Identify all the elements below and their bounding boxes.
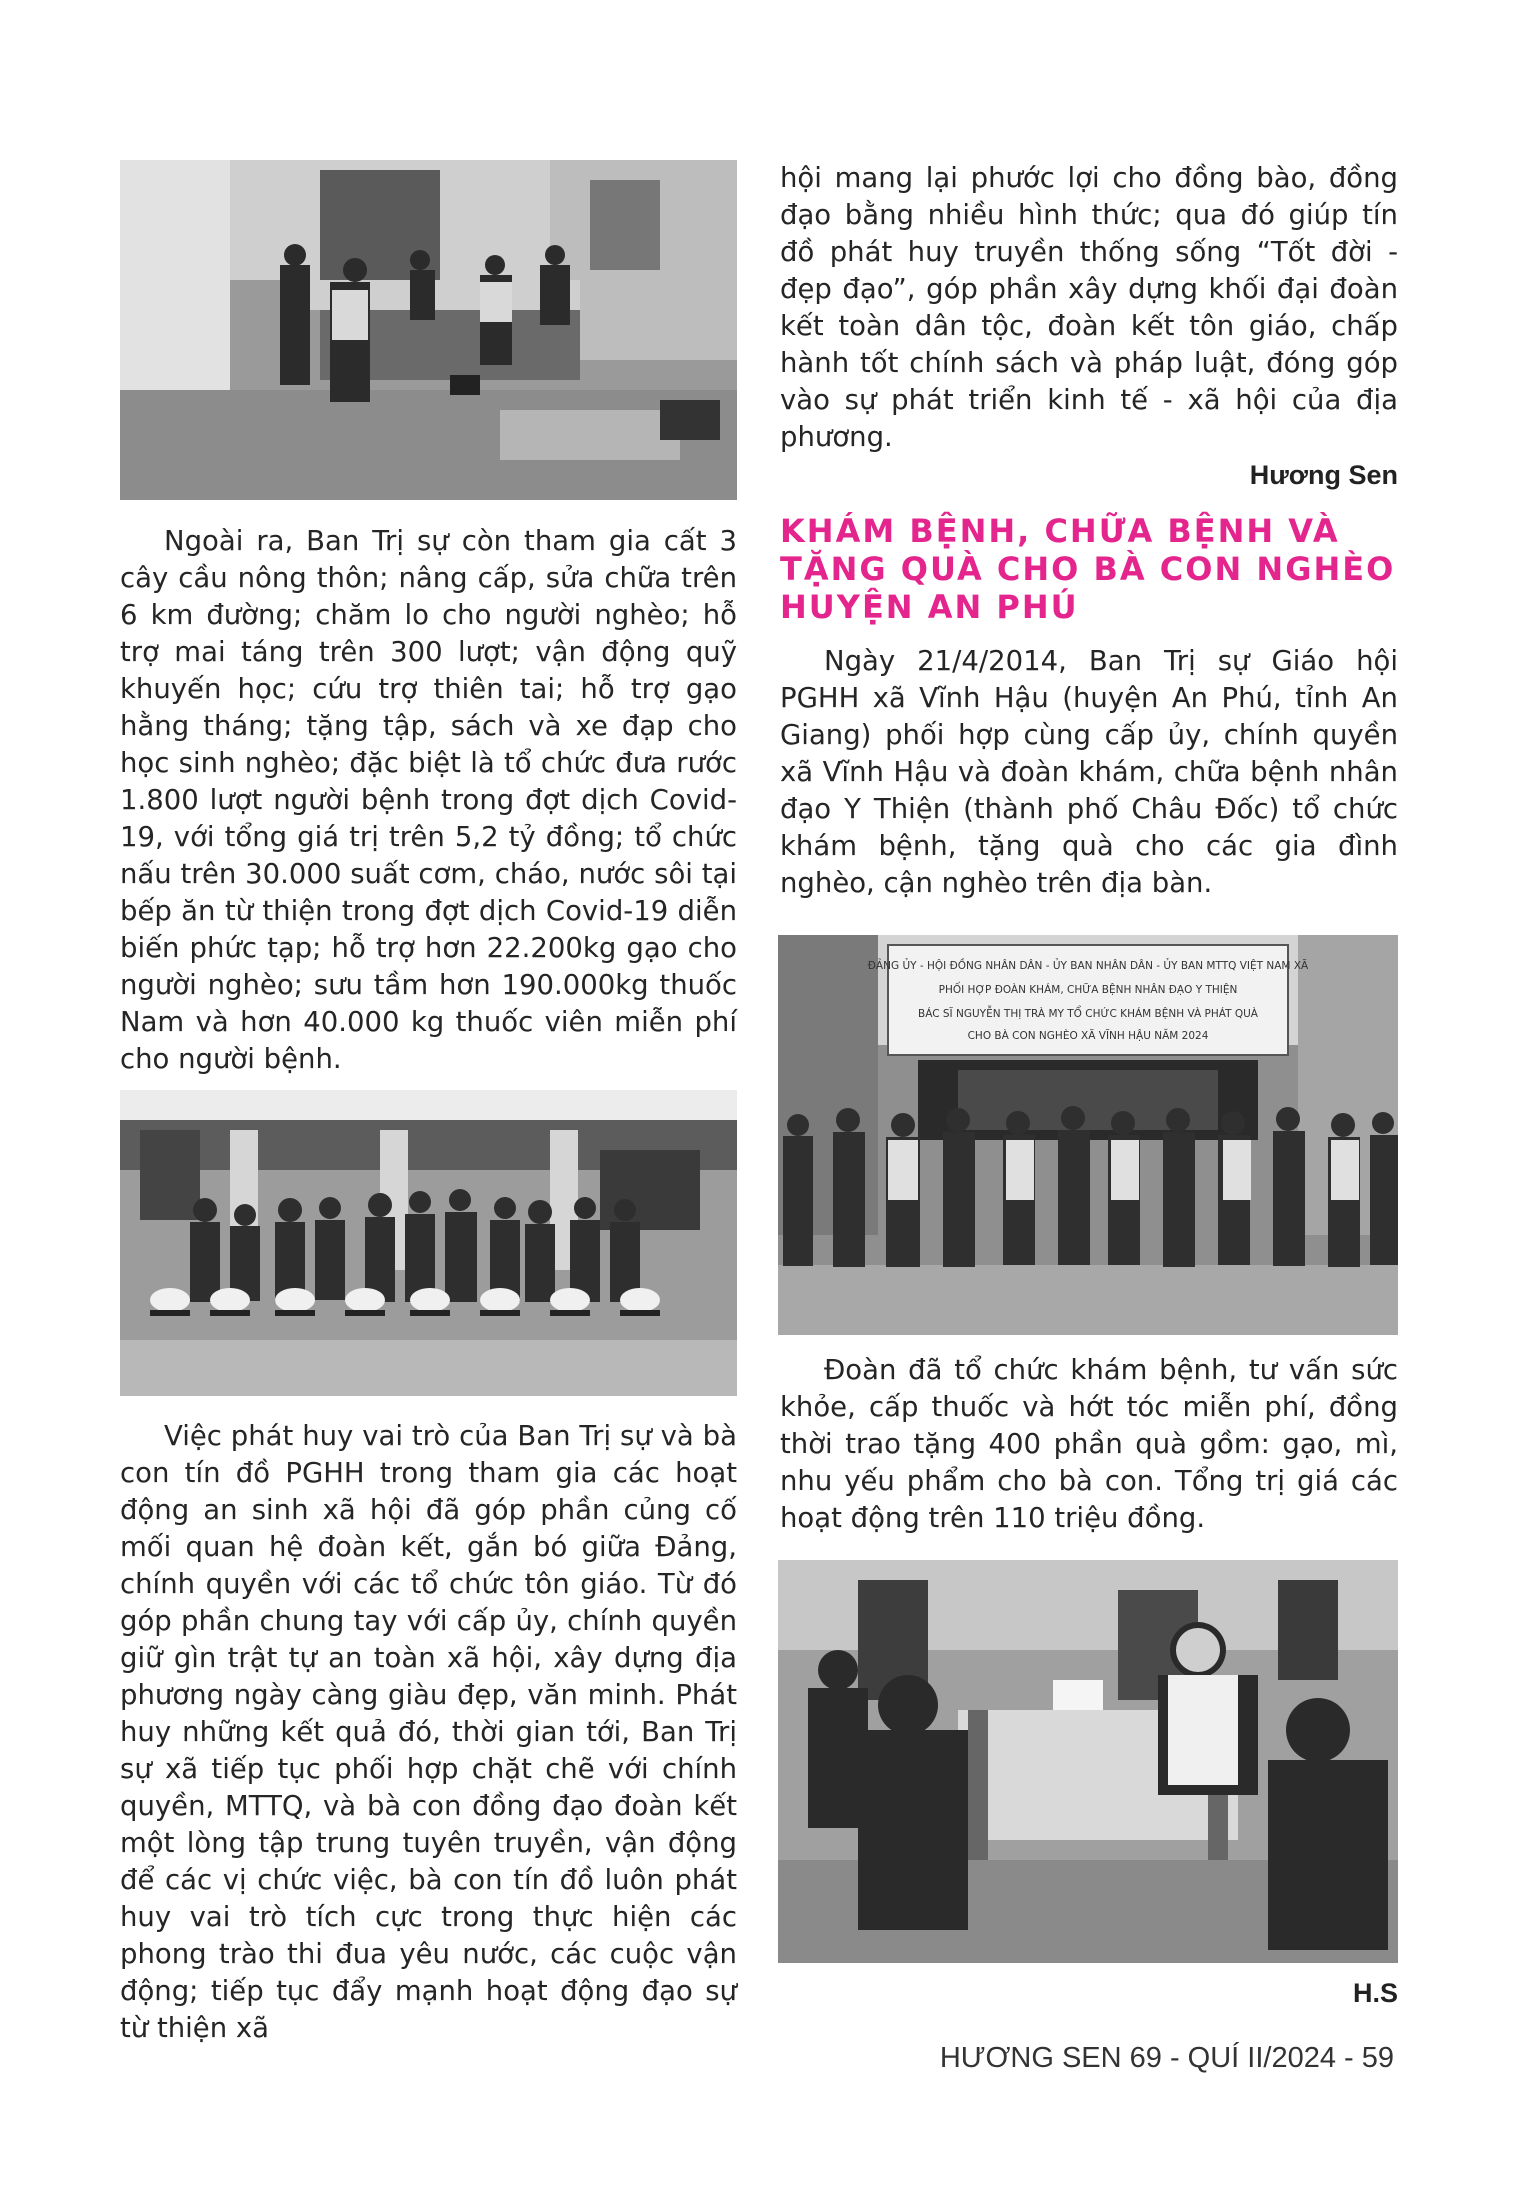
article-headline-block	[780, 512, 1398, 626]
body-paragraph: Việc phát huy vai trò của Ban Trị sự và bà con tín đồ PGHH trong tham gia các hoạt động an sinh xã hội đã góp phần củng cố mối quan hệ đoàn kết, gắn bó giữa Đảng, chính quyền với các tổ chức tôn giáo. Từ đó góp phần chung tay với cấp ủy, chính quyền giữ gìn trật tự an toàn xã hội, xây dựng địa phương ngày càng giàu đẹp, văn minh. Phát huy những kết quả đó, thời gian tới, Ban Trị sự xã tiếp tục phối hợp chặt chẽ với chính quyền, MTTQ, và bà con đồng đạo đoàn kết một lòng tập trung tuyên truyền, vận động để các vị chức việc, bà con tín đồ luôn phát huy vai trò tích cực trong thực hiện các phong trào thi đua yêu nước, các cuộc vận động; tiếp tục đẩy mạnh hoạt động đạo sự từ thiện xã	[120, 1420, 737, 2044]
body-paragraph: Ngày 21/4/2014, Ban Trị sự Giáo hội PGHH xã Vĩnh Hậu (huyện An Phú, tỉnh An Giang) phối hợp cùng cấp ủy, chính quyền xã Vĩnh Hậu và đoàn khám, chữa bệnh nhân đạo Y Thiện (thành phố Châu Đốc) tổ chức khám bệnh, tặng quà cho các gia đình nghèo, cận nghèo trên địa bàn.	[780, 645, 1398, 899]
page-footer: HƯƠNG SEN 69 - QUÍ II/2024 - 59	[939, 2042, 1394, 2074]
author-initials: H.S	[1352, 1978, 1398, 2008]
body-paragraph: Ngoài ra, Ban Trị sự còn tham gia cất 3 cây cầu nông thôn; nâng cấp, sửa chữa trên 6 km đường; chăm lo cho người nghèo; hỗ trợ mai táng trên 300 lượt; vận động quỹ khuyến học; cứu trợ thiên tai; hỗ trợ gạo hằng tháng; tặng tập, sách và xe đạp cho học sinh nghèo; đặc biệt là tổ chức đưa rước 1.800 lượt người bệnh trong đợt dịch Covid-19, với tổng giá trị trên 5,2 tỷ đồng; tổ chức nấu trên 30.000 suất cơm, cháo, nước sôi tại bếp ăn từ thiện trong đợt dịch Covid-19 diễn biến phức tạp; hỗ trợ hơn 22.200kg gạo cho người nghèo; sưu tầm hơn 190.000kg thuốc Nam và hơn 40.000 kg thuốc viên miễn phí cho người bệnh.	[120, 525, 737, 1075]
banner-line-3: BÁC SĨ NGUYỄN THỊ TRÀ MY TỔ CHỨC KHÁM BỆNH VÀ PHÁT QUÀ	[918, 1008, 1258, 1020]
photo-construction	[120, 160, 737, 500]
body-paragraph-continued: hội mang lại phước lợi cho đồng bào, đồng đạo bằng nhiều hình thức; qua đó giúp tín đồ phát huy truyền thống sống “Tốt đời - đẹp đạo”, góp phần xây dựng khối đại đoàn kết toàn dân tộc, đoàn kết tôn giáo, chấp hành tốt chính sách và pháp luật, đóng góp vào sự phát triển kinh tế - xã hội của địa phương.	[780, 162, 1398, 453]
body-paragraph: Đoàn đã tổ chức khám bệnh, tư vấn sức khỏe, cấp thuốc và hớt tóc miễn phí, đồng thời trao tặng 400 phần quà gồm: gạo, mì, nhu yếu phẩm cho bà con. Tổng trị giá các hoạt động trên 110 triệu đồng.	[780, 1354, 1398, 1534]
photo-gift-giving	[120, 1090, 737, 1396]
left-column-text-2	[120, 1418, 737, 2047]
banner-line-1: ĐẢNG ỦY - HỘI ĐỒNG NHÂN DÂN - ỦY BAN NHÂN DÂN - ỦY BAN MTTQ VIỆT NAM XÃ	[867, 960, 1309, 972]
right-column-text-3	[780, 1352, 1398, 1537]
banner-line-4: CHO BÀ CON NGHÈO XÃ VĨNH HẬU NĂM 2024	[967, 1030, 1209, 1042]
article-headline: KHÁM BỆNH, CHỮA BỆNH VÀ TẶNG QUÀ CHO BÀ CON NGHÈO HUYỆN AN PHÚ	[780, 512, 1396, 626]
photo-medical-exam	[778, 1560, 1398, 1963]
author-byline: Hương Sen	[1249, 460, 1398, 490]
banner-line-2: PHỐI HỢP ĐOÀN KHÁM, CHỮA BỆNH NHÂN ĐẠO Y THIỆN	[938, 984, 1238, 996]
photo-medical-group	[778, 935, 1398, 1335]
right-column-byline-2	[780, 1978, 1398, 2009]
right-column-text-2	[780, 643, 1398, 902]
left-column-text-1	[120, 523, 737, 1078]
right-column-text-1	[780, 160, 1398, 491]
